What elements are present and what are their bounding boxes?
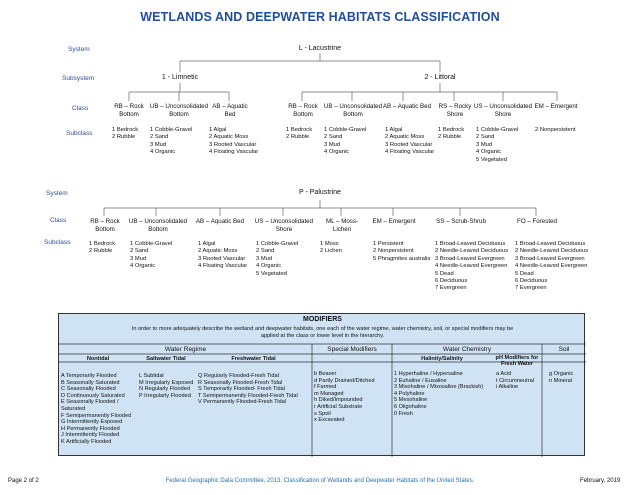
subclass-list: 1 Persistent 2 Nonpersistent 5 Phragmites australis [373, 241, 431, 262]
system-label: System [68, 46, 90, 53]
ph-heading: pH Modifiers for Fresh Water [495, 355, 539, 367]
class-node: SS – Scrub-Shrub [436, 218, 486, 225]
water-chemistry-heading: Water Chemistry [442, 346, 492, 353]
subclass-list: 1 Bedrock 2 Rubble [89, 241, 116, 255]
soil-heading: Soil [558, 346, 570, 353]
class-node: US – Unconsolidated Shore [254, 218, 314, 233]
modifiers-box [58, 313, 585, 456]
page-title: WETLANDS AND DEEPWATER HABITATS CLASSIFICATION [140, 10, 500, 24]
subclass-list: 1 Cobble-Gravel 2 Sand 3 Mud 4 Organic 5 Vegetated [256, 241, 299, 277]
class-node: AB – Aquatic Bed [212, 103, 248, 118]
water-regime-heading: Water Regime [164, 346, 207, 353]
modifiers-description: In order to more adequately describe the wetland and deepwater habitats, one each of the water regime, water chemistry, soil, or special modifiers may be applied at the class or lower level in the hierarchy. [131, 326, 514, 339]
class-node: ML – Moss-Lichen [325, 218, 359, 233]
class-node: AB – Aquatic Bed [382, 103, 432, 110]
subclass-list: 1 Cobble-Gravel 2 Sand 3 Mud 4 Organic [130, 241, 173, 270]
citation: Federal Geographic Data Committee, 2013. Classification of Wetlands and Deepwater Habitats of the United States. [165, 478, 475, 484]
halinity-heading: Halinity/Salinity [421, 356, 463, 362]
system-lacustrine: L - Lacustrine [298, 45, 342, 52]
class-node: AB – Aquatic Bed [195, 218, 245, 225]
soil-list: g Organic n Mineral [549, 371, 574, 384]
class-node: EM – Emergent [372, 218, 416, 225]
subclass-list: 1 Algal 2 Aquatic Moss 3 Rooted Vascular 4 Floating Vascular [209, 127, 259, 156]
subclass-list: 1 Algal 2 Aquatic Moss 3 Rooted Vascular 4 Floating Vascular [385, 127, 435, 156]
class-label: Class [72, 105, 89, 112]
subclass-list: 2 Nonpersistent [535, 127, 576, 133]
page-number: Page 2 of 2 [8, 478, 39, 484]
subclass-list: 1 Bedrock 2 Rubble [112, 127, 139, 141]
class-node: FO – Forested [517, 218, 557, 225]
class-node: UB – Unconsolidated Bottom [128, 218, 188, 233]
class-node: EM – Emergent [534, 103, 578, 110]
modifiers-title: MODIFIERS [303, 316, 342, 323]
subsystem-label: Subsystem [62, 75, 95, 82]
subclass-label: Subclass [44, 239, 71, 246]
subclass-list: 1 Cobble-Gravel 2 Sand 3 Mud 4 Organic 5 Vegetated [476, 127, 519, 163]
subclass-list: 1 Moss 2 Lichen [320, 241, 342, 255]
freshwater-list: Q Regularly Flooded-Fresh Tidal R Seasonally Flooded-Fresh Tidal S Temporarily Flooded- Fresh Tidal T Semipermanently Flooded-Fresh Tidal V Permanently Flooded-Fresh Tidal [198, 373, 298, 406]
subclass-list: 1 Broad-Leaved Deciduous 2 Needle-Leaved Deciduous 3 Broad-Leaved Evergreen 4 Needle-Leaved Evergreen 5 Dead 6 Deciduous 7 Evergreen [435, 241, 509, 292]
subclass-list: 1 Broad-Leaved Deciduous 2 Needle-Leaved Deciduous 3 Broad-Leaved Evergreen 4 Needle-Leaved Evergreen 5 Dead 6 Deciduous 7 Evergreen [515, 241, 589, 292]
system-label: System [46, 190, 68, 197]
class-node: RB – Rock Bottom [288, 103, 318, 118]
special-list: b Beaver d Partly Drained/Ditched f Farmed m Managed h Diked/Impounded r Artificial Substrate s Spoil x Excavated [314, 371, 375, 424]
subsystem-littoral: 2 - Littoral [424, 74, 456, 81]
halinity-list: 1 Hyperhaline / Hypersaline 2 Euhaline / Eusaline 3 Mixohaline / Mixosaline (Brackish) 4 Polyhaline 5 Mesohaline 6 Oligohaline 0 Fresh [394, 371, 484, 417]
subclass-list: 1 Bedrock 2 Rubble [286, 127, 313, 141]
class-node: RB – Rock Bottom [90, 218, 120, 233]
nontidal-list: A Temporarily Flooded B Seasonally Saturated C Seasonally Flooded D Continuously Saturated E Seasonally Flooded / Saturated F Semipermanently Flooded G Intermittently Exposed H Permanently Flooded J Intermittently Flooded K Artificially Flooded [61, 373, 132, 445]
nontidal-heading: Nontidal [86, 356, 110, 362]
saltwater-list: L Subtidal M Irregularly Exposed N Regularly Flooded P Irregularly Flooded [139, 373, 194, 399]
class-node: RS – Rocky Shore [438, 103, 472, 118]
subclass-list: 1 Algal 2 Aquatic Moss 3 Rooted Vascular 4 Floating Vascular [198, 241, 248, 270]
class-node: UB – Unconsolidated Bottom [323, 103, 383, 118]
subclass-list: 1 Cobble-Gravel 2 Sand 3 Mud 4 Organic [150, 127, 193, 156]
system-palustrine: P - Palustrine [299, 189, 341, 196]
class-node: UB – Unconsolidated Bottom [149, 103, 209, 118]
subclass-list: 1 Bedrock 2 Rubble [438, 127, 465, 141]
ph-list: a Acid t Circumneutral i Alkaline [496, 371, 534, 391]
subclass-label: Subclass [66, 130, 93, 137]
saltwater-tidal-heading: Saltwater Tidal [146, 356, 186, 362]
class-label: Class [50, 217, 67, 224]
subclass-list: 1 Cobble-Gravel 2 Sand 3 Mud 4 Organic [324, 127, 367, 156]
date: February, 2019 [580, 478, 621, 484]
subsystem-limnetic: 1 - Limnetic [161, 74, 199, 81]
class-node: US – Unconsolidated Shore [473, 103, 533, 118]
special-modifiers-heading: Special Modifiers [327, 346, 377, 353]
freshwater-tidal-heading: Freshwater Tidal [231, 356, 276, 362]
class-node: RB – Rock Bottom [114, 103, 144, 118]
